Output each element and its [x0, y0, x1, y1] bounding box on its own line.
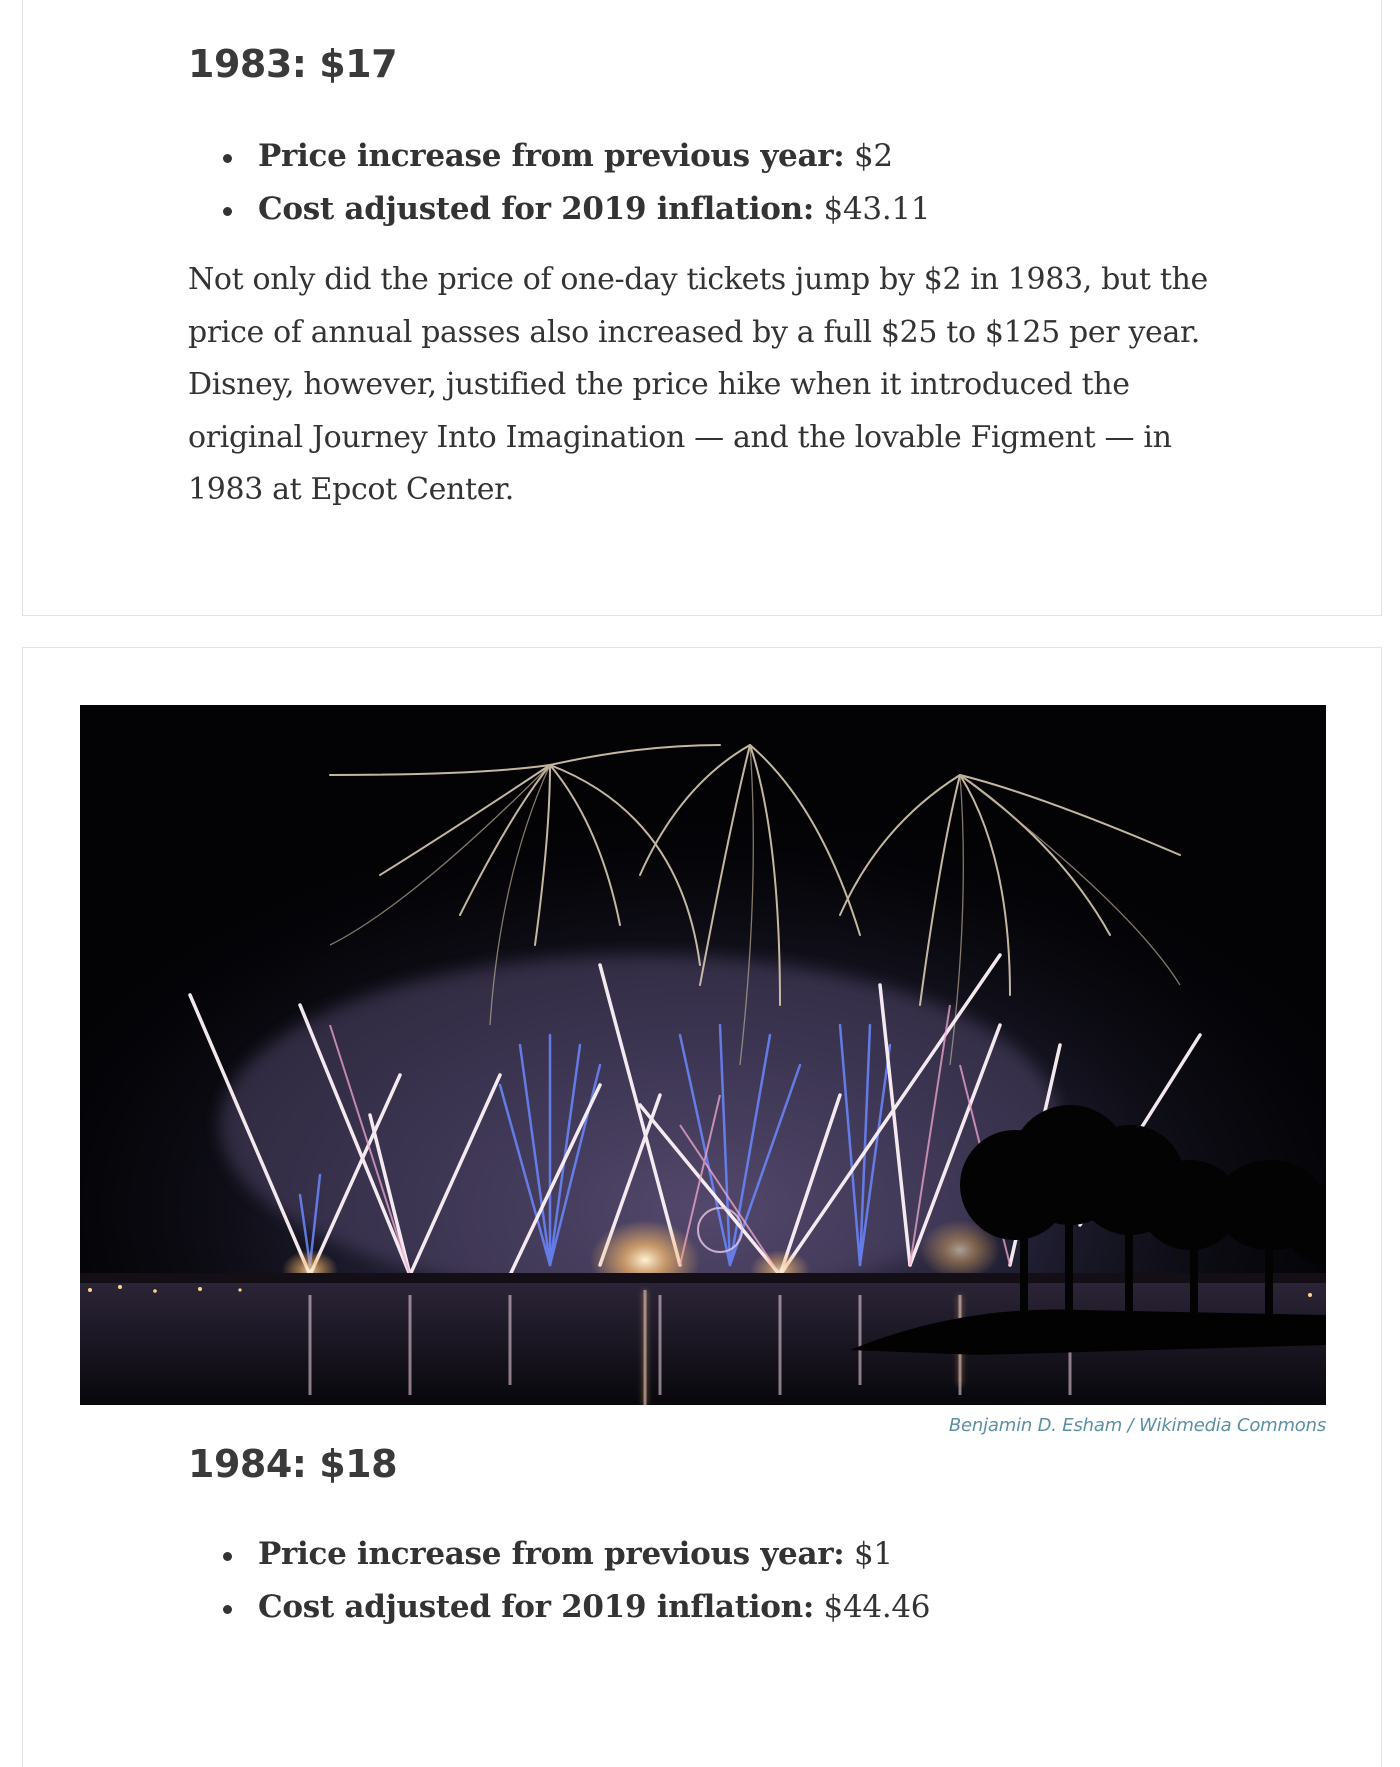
paragraph-line: original Journey Into Imagination — and the lovable Figment — in: [188, 419, 1172, 455]
fireworks-photo: [80, 705, 1326, 1405]
inflation-label: Cost adjusted for 2019 inflation:: [258, 191, 814, 227]
section-heading-1984: 1984: $18: [188, 1442, 398, 1486]
list-item: [188, 1528, 930, 1581]
inflation-value: $43.11: [823, 191, 931, 227]
photo-credit: Benjamin D. Esham / Wikimedia Commons: [948, 1415, 1326, 1436]
price-facts-list-1984: [188, 1528, 930, 1634]
list-item: [188, 183, 930, 236]
inflation-label: Cost adjusted for 2019 inflation:: [258, 1589, 814, 1625]
section-paragraph-1983: [188, 254, 1238, 517]
section-heading-1983: 1983: $17: [188, 42, 398, 86]
paragraph-line: price of annual passes also increased by a full $25 to $125 per year.: [188, 314, 1200, 350]
paragraph-line: Not only did the price of one-day tickets jump by $2 in 1983, but the: [188, 262, 1208, 297]
list-item: [188, 1581, 930, 1634]
price-increase-value: $2: [854, 138, 893, 174]
list-item: [188, 130, 930, 183]
paragraph-line: 1983 at Epcot Center.: [188, 472, 514, 507]
price-facts-list-1983: [188, 130, 930, 236]
price-increase-label: Price increase from previous year:: [258, 1536, 845, 1572]
inflation-value: $44.46: [823, 1589, 931, 1625]
article-card-1983: [22, 0, 1382, 616]
price-increase-label: Price increase from previous year:: [258, 138, 845, 174]
paragraph-line: Disney, however, justified the price hike when it introduced the: [188, 367, 1130, 402]
article-card-1984: [22, 647, 1382, 1767]
price-increase-value: $1: [854, 1536, 893, 1572]
